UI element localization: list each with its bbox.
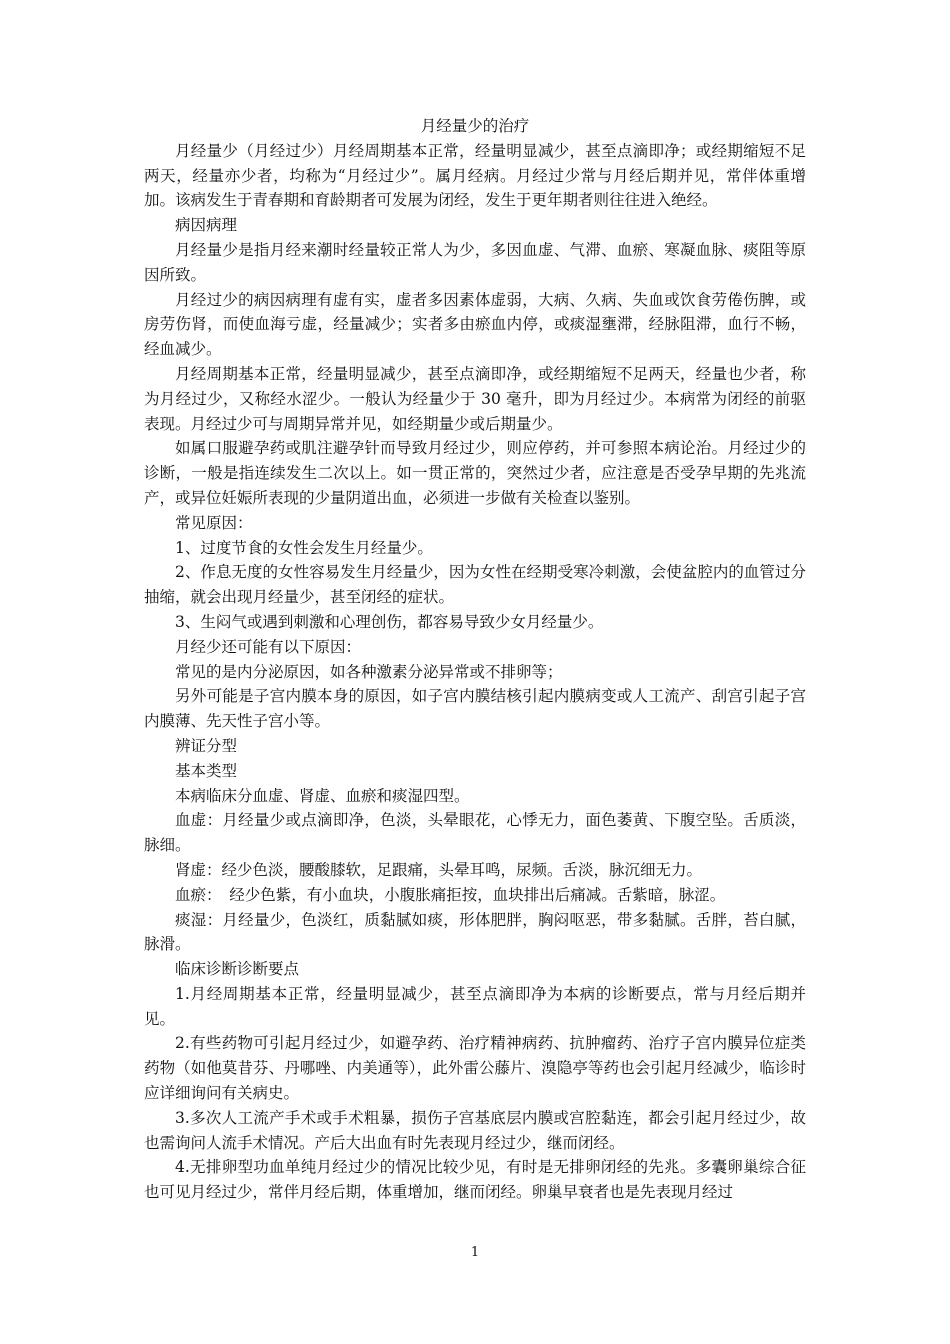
heading-diagnosis: 临床诊断诊断要点: [175, 960, 300, 979]
paragraph-phlegm-dampness: 痰湿：月经量少，色淡红，质黏腻如痰，形体肥胖，胸闷呕恶，带多黏腻。舌胖，苔白腻，脉滑。: [144, 910, 806, 954]
paragraph: 月经少还可能有以下原因：: [175, 637, 362, 656]
list-item: 1.月经周期基本正常，经量明显减少，甚至点滴即净为本病的诊断要点，常与月经后期并见。: [144, 984, 806, 1028]
paragraph: 常见的是内分泌原因，如各种激素分泌异常或不排卵等；: [175, 662, 563, 681]
document-body: [144, 114, 806, 1205]
list-item: 3、生闷气或遇到刺激和心理创伤，都容易导致少女月经量少。: [175, 612, 604, 631]
page-number: 1: [470, 1245, 480, 1260]
heading-syndrome-types: 辨证分型: [175, 736, 238, 755]
paragraph: 本病临床分血虚、肾虚、血瘀和痰湿四型。: [175, 786, 470, 805]
paragraph-kidney-deficiency: 肾虚：经少色淡，腰酸膝软，足跟痛，头晕耳鸣，尿频。舌淡，脉沉细无力。: [175, 860, 703, 879]
paragraph-blood-stasis: 血瘀： 经少色紫，有小血块，小腹胀痛拒按，血块排出后痛减。舌紫暗，脉涩。: [175, 885, 726, 904]
list-item: 2、作息无度的女性容易发生月经量少，因为女性在经期受寒冷刺激，会使盆腔内的血管过分抽缩，就会出现月经量少，甚至闭经的症状。: [144, 563, 806, 607]
paragraph: 另外可能是子宫内膜本身的原因，如子宫内膜结核引起内膜病变或人工流产、刮宫引起子宫内膜薄、先天性子宫小等。: [144, 687, 806, 731]
list-item: 3.多次人工流产手术或手术粗暴，损伤子宫基底层内膜或宫腔黏连，都会引起月经过少，故也需询问人流手术情况。产后大出血有时先表现月经过少，继而闭经。: [144, 1108, 806, 1152]
paragraph-intro: 月经量少（月经过少）月经周期基本正常，经量明显减少，甚至点滴即净；或经期缩短不足两天，经量亦少者，均称为“月经过少”。属月经病。月经过少常与月经后期并见，常伴体重增加。该病发生于青春期和育龄期者可发展为闭经，发生于更年期者则往往进入绝经。: [144, 141, 806, 210]
paragraph: 如属口服避孕药或肌注避孕针而导致月经过少，则应停药，并可参照本病论治。月经过少的诊断，一般是指连续发生二次以上。如一贯正常的，突然过少者，应注意是否受孕早期的先兆流产，或异位妊娠所表现的少量阴道出血，必须进一步做有关检查以鉴别。: [144, 439, 806, 507]
heading-etiology: 病因病理: [175, 216, 238, 235]
list-item: 1、过度节食的女性会发生月经量少。: [175, 538, 433, 557]
list-item: 4.无排卵型功血单纯月经过少的情况比较少见，有时是无排卵闭经的先兆。多囊卵巢综合征也可见月经过少，常伴月经后期，体重增加，继而闭经。卵巢早衰者也是先表现月经过: [144, 1158, 806, 1202]
heading-basic-types: 基本类型: [175, 761, 238, 780]
paragraph: 月经周期基本正常，经量明显减少，甚至点滴即净，或经期缩短不足两天，经量也少者，称为月经过少，又称经水涩少。一般认为经量少于 30 毫升，即为月经过少。本病常为闭经的前驱表现。月经过少可与周期异常并见，如经期量少或后期量少。: [144, 364, 806, 433]
list-item: 2.有些药物可引起月经过少，如避孕药、治疗精神病药、抗肿瘤药、治疗子宫内膜异位症类药物（如他莫昔芬、丹哪唑、内美通等），此外雷公藤片、溴隐亭等药也会引起月经减少，临诊时应详细询问有关病史。: [144, 1034, 806, 1103]
paragraph-blood-deficiency: 血虚：月经量少或点滴即净，色淡，头晕眼花，心悸无力，面色萎黄、下腹空坠。舌质淡，脉细。: [144, 811, 806, 855]
paragraph: 月经过少的病因病理有虚有实，虚者多因素体虚弱，大病、久病、失血或饮食劳倦伤脾，或房劳伤肾，而使血海亏虚，经量减少；实者多由瘀血内停，或痰湿壅滞，经脉阻滞，血行不畅，经血减少。: [144, 290, 806, 359]
paragraph: 月经量少是指月经来潮时经量较正常人为少，多因血虚、气滞、血瘀、寒凝血脉、痰阻等原因所致。: [144, 240, 806, 284]
heading-common-causes: 常见原因：: [175, 513, 253, 532]
document-title: 月经量少的治疗: [420, 117, 530, 135]
